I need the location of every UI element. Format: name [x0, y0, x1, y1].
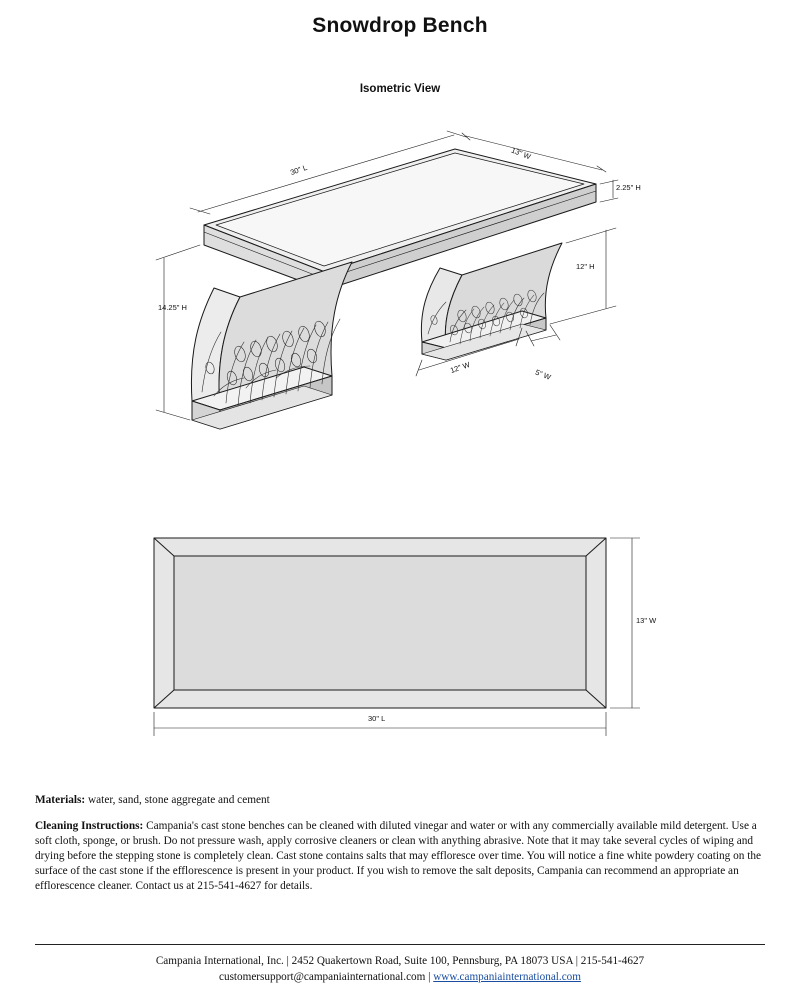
footer: [0, 953, 800, 985]
footer-address-line: Campania International, Inc. | 2452 Quakertown Road, Suite 100, Pennsburg, PA 18073 USA | 215-541-4627: [155, 955, 645, 967]
dim-iso-leg-height: 12" H: [576, 262, 595, 271]
materials-label: Materials:: [35, 794, 86, 806]
isometric-drawing: [110, 120, 690, 450]
footer-divider: [35, 944, 765, 945]
footer-contact-line: [0, 969, 800, 985]
dim-iso-base-width: 12" W: [449, 359, 472, 375]
cleaning-instructions-line: [35, 819, 765, 894]
materials-line: [35, 793, 765, 808]
footer-separator: |: [425, 971, 434, 984]
footer-website-link[interactable]: www.campaniainternational.com: [433, 971, 581, 984]
page-title: Snowdrop Bench: [312, 14, 488, 37]
view-label: Isometric View: [359, 83, 441, 95]
dim-top-width: 13" W: [636, 616, 657, 625]
cleaning-label: Cleaning Instructions:: [35, 820, 144, 833]
notes-block: [35, 793, 765, 894]
dim-iso-length: 30" L: [289, 162, 309, 177]
cleaning-value: Campania's cast stone benches can be cleaned with diluted vinegar and water or with any commercially available mild detergent. Use a soft cloth, sponge, or brush. Do not pressure wash, apply corrosive cleaners or clean with anything abrasive. Note that it may take several cycles of wiping and drying before the stepping stone is completely clean. Cast stone contains salts that may effloresce over time. You will notice a fine white powdery coating on the surface of the cast stone if the efflorescence is present in your product. If you wish to remove the salt deposits, Campania can recommend an appropriate an efflorescence cleaner. Contact us at 215-541-4627 for details.: [35, 820, 762, 893]
dim-iso-width: 13" W: [510, 145, 533, 162]
dim-top-length: 30" L: [368, 714, 386, 723]
dim-iso-overall-height: 14.25" H: [158, 303, 187, 312]
top-view-drawing: [120, 520, 680, 750]
dim-iso-base-depth: 5" W: [534, 367, 553, 382]
materials-value: water, sand, stone aggregate and cement: [85, 794, 270, 806]
dim-iso-top-thickness: 2.25" H: [616, 183, 641, 192]
footer-email: customersupport@campaniainternational.com: [219, 971, 426, 984]
